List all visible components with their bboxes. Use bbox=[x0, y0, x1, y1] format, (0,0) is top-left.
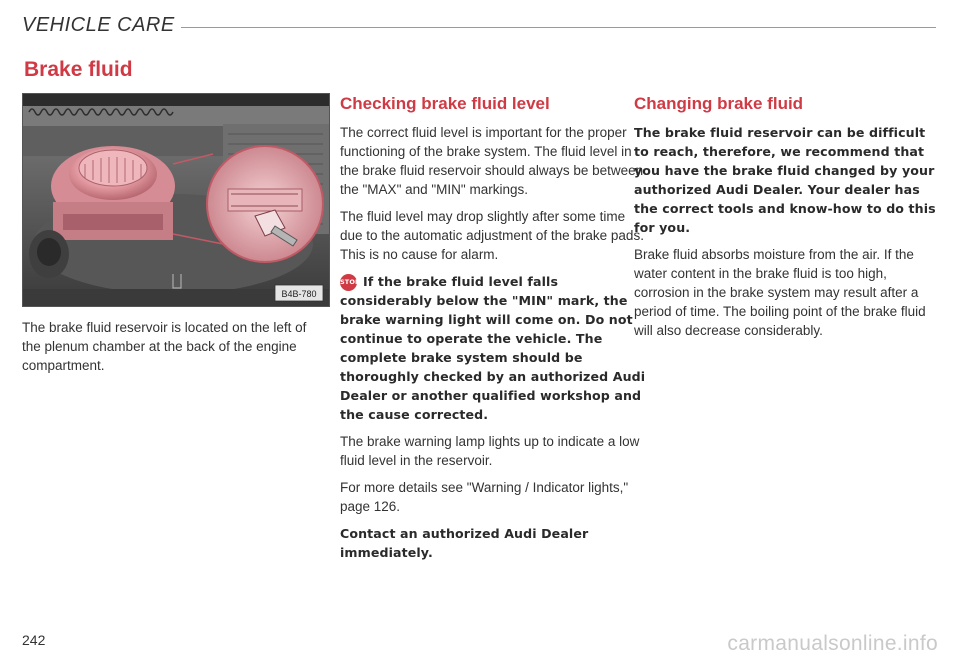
checking-paragraph-1: The correct fluid level is important for the proper functioning of the brake system. The fluid level in the brake fluid reservoir should always be between the "MAX" and "MIN" markings. bbox=[340, 125, 644, 197]
engine-compartment-image bbox=[23, 94, 329, 306]
header-title: VEHICLE CARE bbox=[22, 14, 181, 37]
changing-bold-intro: The brake fluid reservoir can be difficult to reach, therefore, we recommend that you have the brake fluid changed by your authorized Audi Dealer. Your dealer has the correct tools and know-how to do this for you. bbox=[634, 125, 936, 235]
checking-paragraph-2: The fluid level may drop slightly after some time due to the automatic adjustment of the brake pads. This is no cause for alarm. bbox=[340, 209, 644, 262]
checking-section bbox=[340, 93, 646, 570]
checking-heading: Checking brake fluid level bbox=[340, 94, 550, 113]
checking-paragraph-4: For more details see "Warning / Indicator lights," page 126. bbox=[340, 480, 629, 514]
changing-section bbox=[634, 93, 940, 348]
changing-paragraph-1: Brake fluid absorbs moisture from the air. If the water content in the brake fluid is too high, corrosion in the brake system may result after a period of time. The boiling point of the brake fluid will also decrease considerably. bbox=[634, 247, 926, 338]
page-header bbox=[22, 14, 936, 38]
stop-icon: STOP bbox=[340, 274, 357, 291]
brake-fluid-reservoir-photo bbox=[22, 93, 330, 307]
figure-code: B4B-780 bbox=[281, 289, 317, 299]
changing-heading: Changing brake fluid bbox=[634, 94, 804, 113]
stop-warning-text: If the brake fluid level falls considerably below the "MIN" mark, the brake warning light will come on. Do not continue to operate the vehicle. The complete brake system should be thoroughly checked by an authorized Audi Dealer or another qualified workshop and the cause corrected. bbox=[340, 274, 646, 422]
stop-warning bbox=[340, 272, 646, 424]
section-title: Brake fluid bbox=[24, 58, 133, 81]
page-number: 242 bbox=[22, 632, 46, 648]
watermark: carmanualsonline.info bbox=[727, 632, 938, 655]
figure-caption: The brake fluid reservoir is located on the left of the plenum chamber at the back of the engine compartment. bbox=[22, 320, 307, 373]
checking-paragraph-3: The brake warning lamp lights up to indicate a low fluid level in the reservoir. bbox=[340, 434, 640, 468]
contact-dealer-text: Contact an authorized Audi Dealer immediately. bbox=[340, 526, 589, 560]
